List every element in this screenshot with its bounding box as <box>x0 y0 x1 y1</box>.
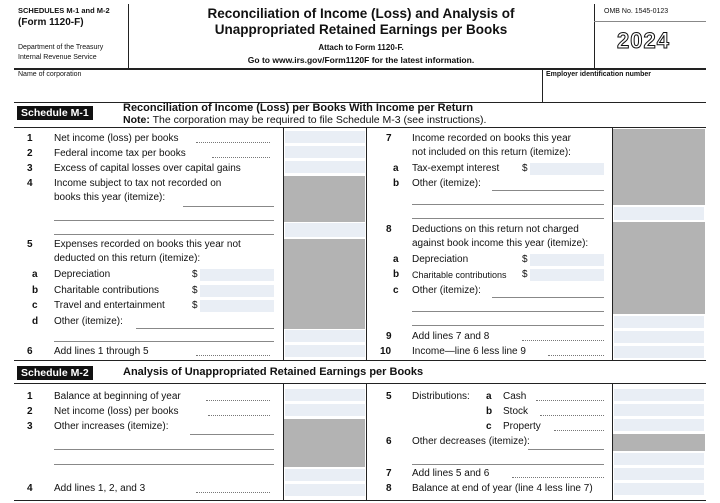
m2-line5a-label: Cash <box>503 391 527 402</box>
m1-line7-label-a: Income recorded on books this year <box>412 133 571 144</box>
m1-line3-label: Excess of capital losses over capital gains <box>54 163 241 174</box>
m1-line6-label: Add lines 1 through 5 <box>54 346 149 357</box>
m2-line2-label: Net income (loss) per books <box>54 406 179 417</box>
attach-note: Attach to Form 1120-F. <box>318 43 404 52</box>
m2-line5a-amount[interactable] <box>614 389 704 401</box>
m2-line7-label: Add lines 5 and 6 <box>412 468 490 479</box>
m2-line4-amount[interactable] <box>285 484 365 496</box>
schedule-m2-title: Analysis of Unappropriated Retained Earnings per Books <box>123 366 424 378</box>
m2-line6-label: Other decreases (itemize): <box>412 436 530 447</box>
m2-line4-label: Add lines 1, 2, and 3 <box>54 483 146 494</box>
m1-line8a-field[interactable] <box>530 254 604 266</box>
goto-note: Go to www.irs.gov/Form1120F for the latest information. <box>247 55 475 65</box>
m1-line9-amount[interactable] <box>614 331 704 343</box>
m2-line5b-label: Stock <box>503 406 529 417</box>
m1-line5a-field[interactable] <box>200 269 274 281</box>
schedule-m2-tab: Schedule M-2 <box>17 366 93 380</box>
m1-line9-label: Add lines 7 and 8 <box>412 331 490 342</box>
form-id-line1: SCHEDULES M-1 and M-2 <box>18 6 110 15</box>
tax-year: 2024 <box>617 28 670 53</box>
m2-line6-shaded <box>613 434 705 451</box>
m1-line8b-field[interactable] <box>530 269 604 281</box>
m1-line7a-field[interactable] <box>530 163 604 175</box>
m1-line5b-label: Charitable contributions <box>54 285 160 296</box>
dept-line2: Internal Revenue Service <box>18 54 97 61</box>
m1-line5c-field[interactable] <box>200 300 274 312</box>
m1-line7b-label: Other (itemize): <box>412 178 481 189</box>
m1-line5-label-a: Expenses recorded on books this year not <box>54 239 241 250</box>
m2-line6-amount[interactable] <box>614 453 704 465</box>
m1-line8c-label: Other (itemize): <box>412 285 481 296</box>
m1-line8a-label: Depreciation <box>412 254 469 265</box>
m1-line4-label-a: Income subject to tax not recorded on <box>54 178 222 189</box>
m2-line1-amount[interactable] <box>285 389 365 401</box>
m1-line8-label-b: against book income this year (itemize): <box>412 238 589 249</box>
m1-line5-shaded <box>284 239 365 329</box>
form-title-line1: Reconciliation of Income (Loss) and Analysis of <box>207 6 515 21</box>
m1-line2-amount[interactable] <box>285 146 365 158</box>
schedule-m1-note: Note: The corporation may be required to file Schedule M-3 (see instructions). <box>123 114 487 126</box>
form-id-line2: (Form 1120-F) <box>18 17 84 28</box>
corporation-name-field[interactable] <box>14 80 542 100</box>
m1-line8-label-a: Deductions on this return not charged <box>412 224 579 235</box>
schedule-m1-tab: Schedule M-1 <box>17 106 93 120</box>
m1-line7-label-b: not included on this return (itemize): <box>412 147 571 158</box>
m2-line8-label: Balance at end of year (line 4 less line 7) <box>412 483 593 494</box>
form-title-line2: Unappropriated Retained Earnings per Books <box>214 22 508 37</box>
m1-line8-shaded <box>613 222 705 314</box>
m2-line5-label: Distributions: <box>412 391 470 402</box>
m1-line10-amount[interactable] <box>614 346 704 358</box>
m1-line5-amount[interactable] <box>285 330 365 342</box>
m1-line6-amount[interactable] <box>285 345 365 357</box>
m2-line5c-label: Property <box>503 421 541 432</box>
m1-line8-amount[interactable] <box>614 316 704 328</box>
omb-number: OMB No. 1545-0123 <box>604 8 669 15</box>
m1-line1-amount[interactable] <box>285 131 365 143</box>
m1-line1-label: Net income (loss) per books <box>54 133 179 144</box>
m1-line5c-label: Travel and entertainment <box>54 300 165 311</box>
m1-line4-label-b: books this year (itemize): <box>54 192 166 203</box>
m1-line10-label: Income—line 6 less line 9 <box>412 346 526 357</box>
dept-line1: Department of the Treasury <box>18 44 104 51</box>
corporation-name-label: Name of corporation <box>18 71 82 78</box>
m1-line7-shaded <box>613 129 705 205</box>
m1-line7-amount[interactable] <box>614 207 704 220</box>
m1-line5b-field[interactable] <box>200 285 274 297</box>
m1-line7a-label: Tax-exempt interest <box>412 163 500 174</box>
m2-line3-amount[interactable] <box>285 469 365 481</box>
m1-line4-shaded <box>284 176 365 222</box>
ein-field[interactable] <box>546 80 704 100</box>
m2-line8-amount[interactable] <box>614 483 704 495</box>
m1-line5-label-b: deducted on this return (itemize): <box>54 253 201 264</box>
m2-line7-amount[interactable] <box>614 468 704 480</box>
m1-line5d-label: Other (itemize): <box>54 316 123 327</box>
m2-line5c-amount[interactable] <box>614 419 704 431</box>
m2-line3-label: Other increases (itemize): <box>54 421 169 432</box>
m2-line1-label: Balance at beginning of year <box>54 391 181 402</box>
m2-line5b-amount[interactable] <box>614 404 704 416</box>
m2-line2-amount[interactable] <box>285 404 365 416</box>
m1-line5a-label: Depreciation <box>54 269 111 280</box>
m1-line2-label: Federal income tax per books <box>54 148 186 159</box>
schedule-m1-title: Reconciliation of Income (Loss) per Books With Income per Return <box>123 102 474 114</box>
m2-line3-shaded <box>284 419 365 467</box>
m1-line8b-label: Charitable contributions <box>412 270 507 280</box>
ein-label: Employer identification number <box>546 71 652 78</box>
m1-line3-amount[interactable] <box>285 161 365 173</box>
m1-line4-amount[interactable] <box>285 223 365 237</box>
